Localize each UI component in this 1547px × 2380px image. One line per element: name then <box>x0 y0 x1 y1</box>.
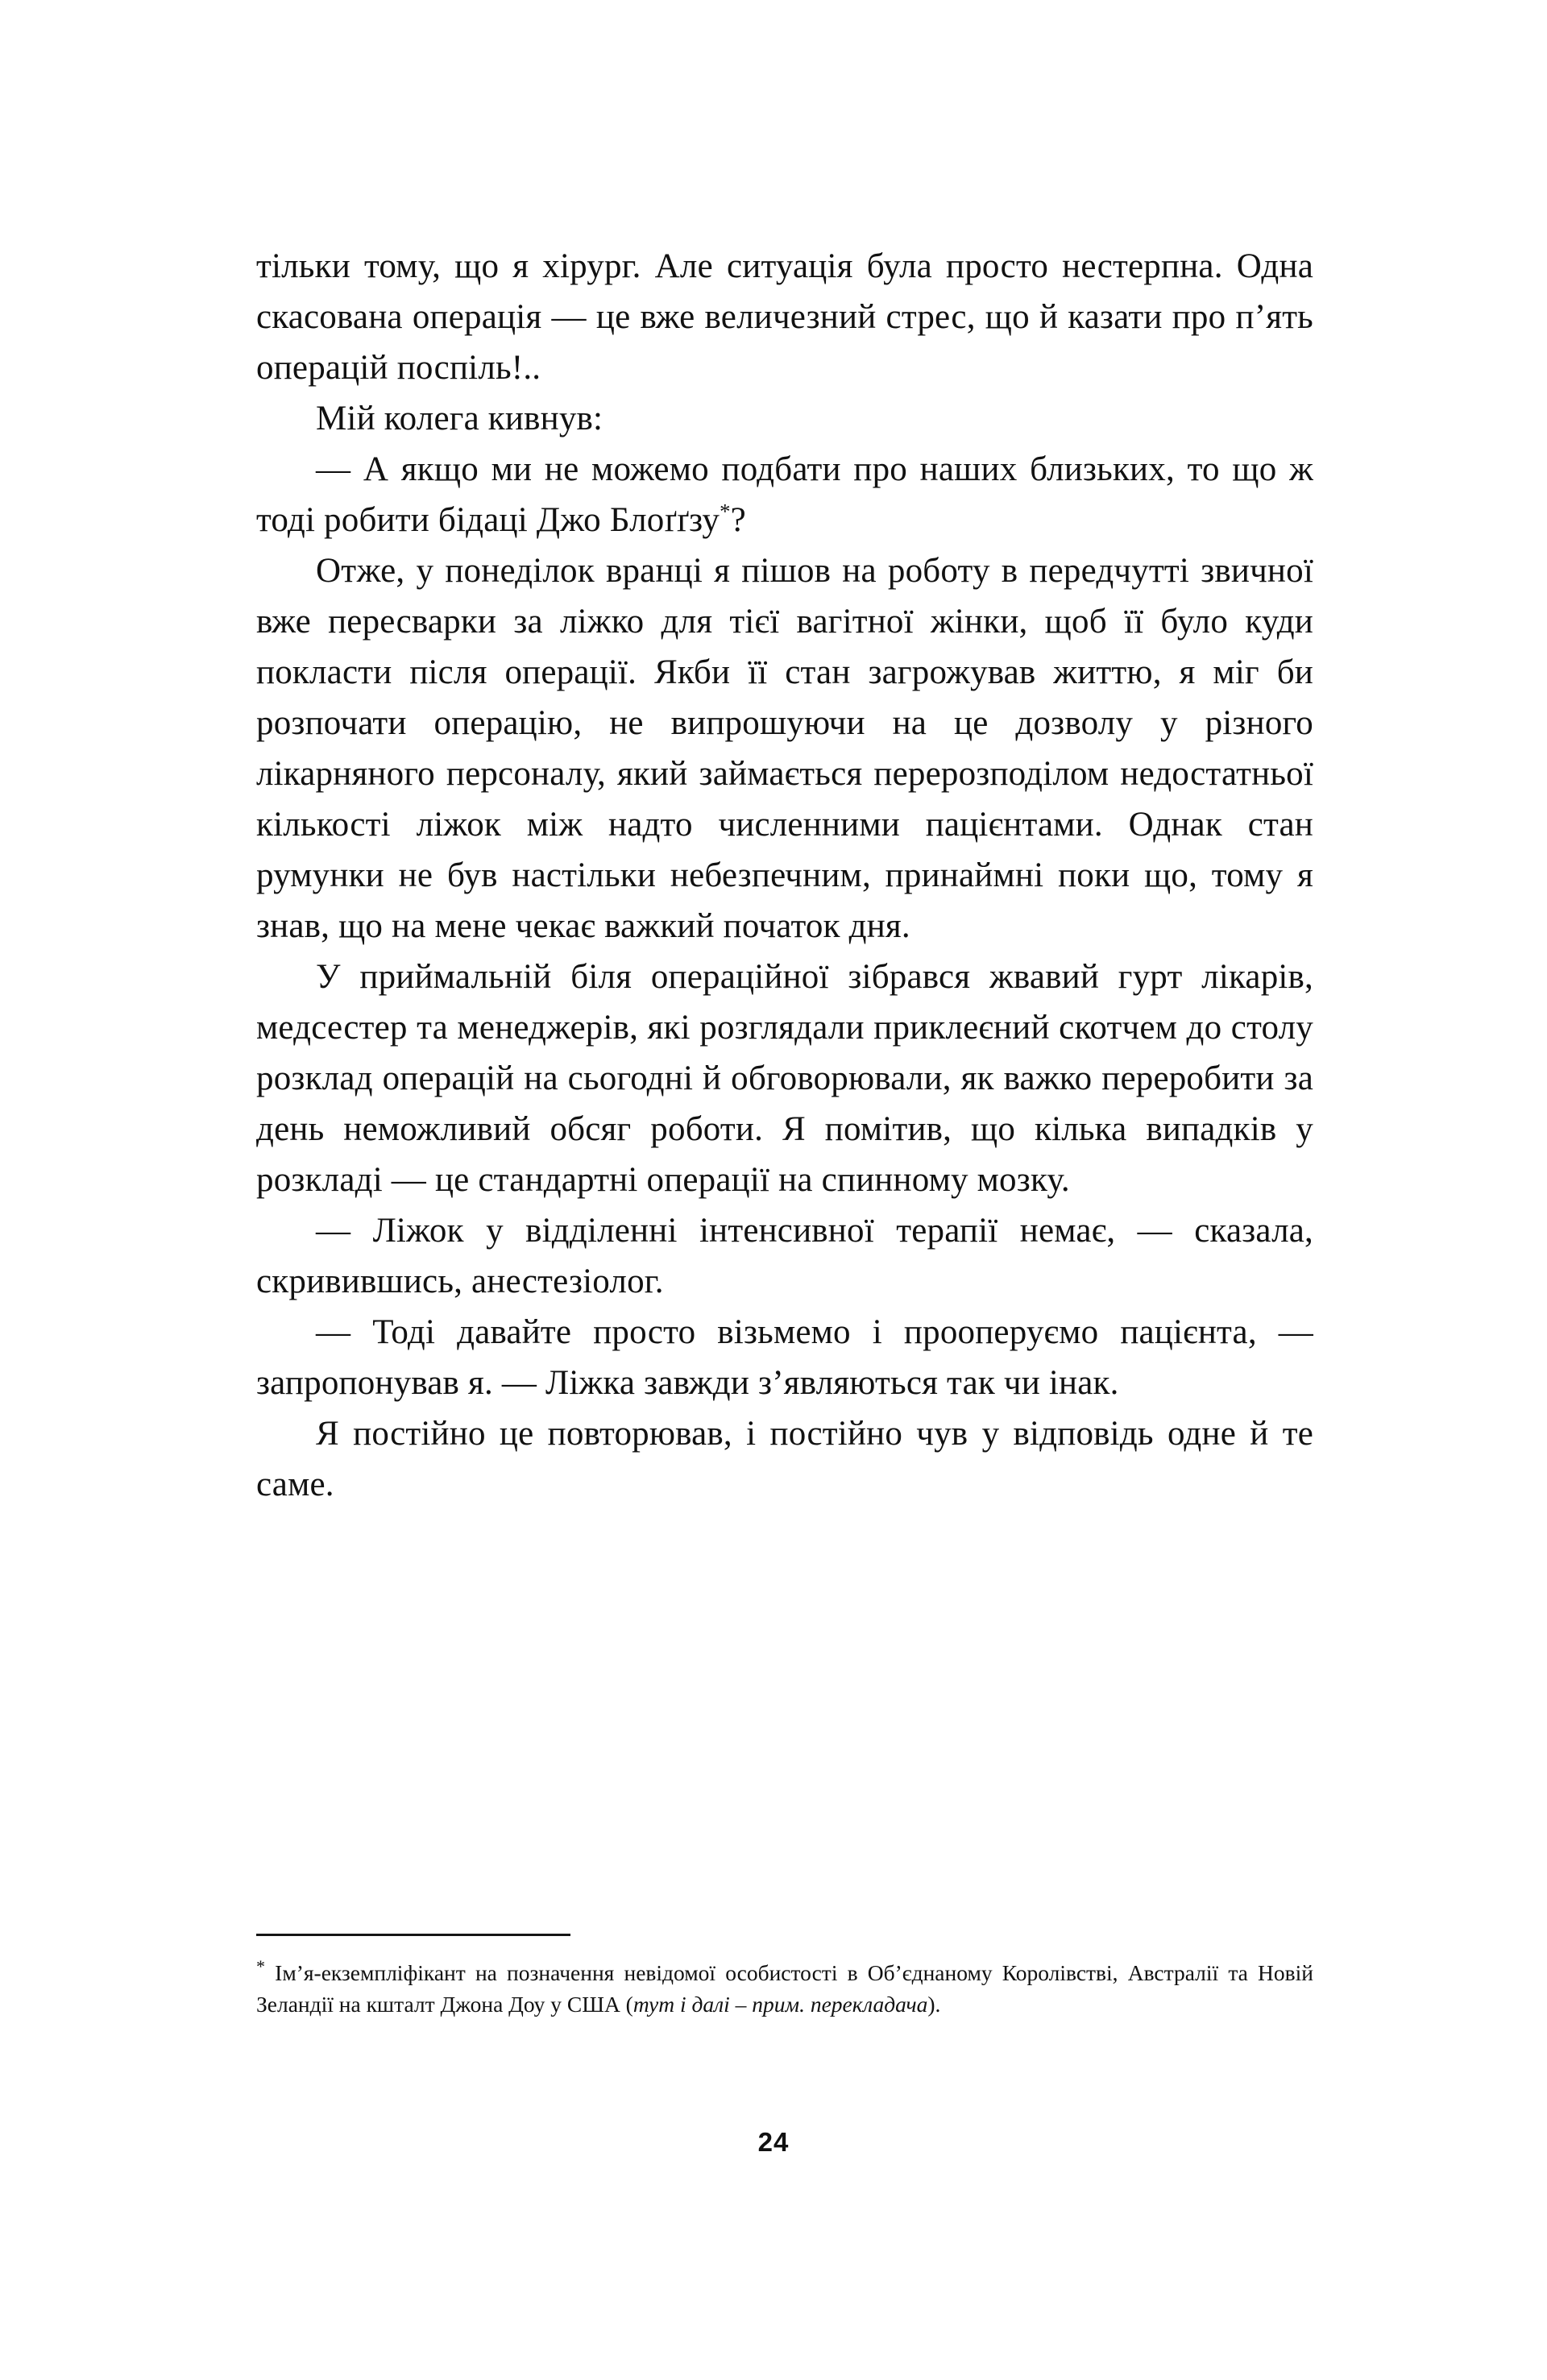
paragraph-text: — А якщо ми не можемо подбати про наших близьких, то що ж тоді робити бідаці Джо Блоґґзу <box>256 450 1313 539</box>
page-body <box>256 242 1313 1511</box>
paragraph: — Тоді давайте просто візьмемо і прооперуємо пацієнта, — запропонував я. — Ліжка завжди з’являються так чи інак. <box>256 1312 1313 1402</box>
footnote-area <box>256 1934 1313 2020</box>
footnote-marker[interactable]: * <box>720 499 731 524</box>
footnote-italic: тут і далі – прим. перекладача <box>632 1992 928 2017</box>
paragraph-with-footnote <box>256 445 1313 546</box>
page-number: 24 <box>757 2127 790 2157</box>
footnote-text-after: ). <box>927 1992 941 2017</box>
paragraph: — Ліжок у відділенні інтенсивної терапії немає, — сказала, скривившись, анестезіолог. <box>256 1211 1313 1300</box>
paragraph: Мій колега кивнув: <box>316 399 603 437</box>
paragraph: тільки тому, що я хірург. Але ситуація була просто нестерпна. Одна скасована операція — це вже величезний стрес, що й казати про п’ять операцій поспіль!.. <box>256 247 1313 387</box>
paragraph: У приймальній біля операційної зібрався жвавий гурт лікарів, медсестер та менеджерів, які розглядали приклеєний скотчем до столу розклад операцій на сьогодні й обговорювали, як важко переробити за день неможливий обсяг роботи. Я помітив, що кілька випадків у розкладі — це стандартні операції на спинному мозку. <box>256 957 1313 1199</box>
paragraph-text-tail: ? <box>730 500 746 539</box>
footnote-text-before: Ім’я-екземпліфікант на позначення невідомої особистості в Об’єднаному Королівстві, Австралії та Новій Зеландії на кшталт Джона Доу у США ( <box>256 1960 1313 2017</box>
footnote-separator <box>256 1934 570 1936</box>
paragraph: Я постійно це повторював, і постійно чув у відповідь одне й те саме. <box>256 1414 1313 1503</box>
paragraph: Отже, у понеділок вранці я пішов на роботу в передчутті звичної вже пересварки за ліжко для тієї вагітної жінки, щоб її було куди покласти після операції. Якби її стан загрожував життю, я міг би розпочати операцію, не випрошуючи на це дозволу у різного лікарняного персоналу, який займається перерозподілом недостатньої кількості ліжок між надто численними пацієнтами. Однак стан румунки не був настільки небезпечним, принаймні поки що, тому я знав, що на мене чекає важкий початок дня. <box>256 551 1313 945</box>
footnote <box>256 1957 1313 2020</box>
footnote-star: * <box>256 1955 265 1976</box>
